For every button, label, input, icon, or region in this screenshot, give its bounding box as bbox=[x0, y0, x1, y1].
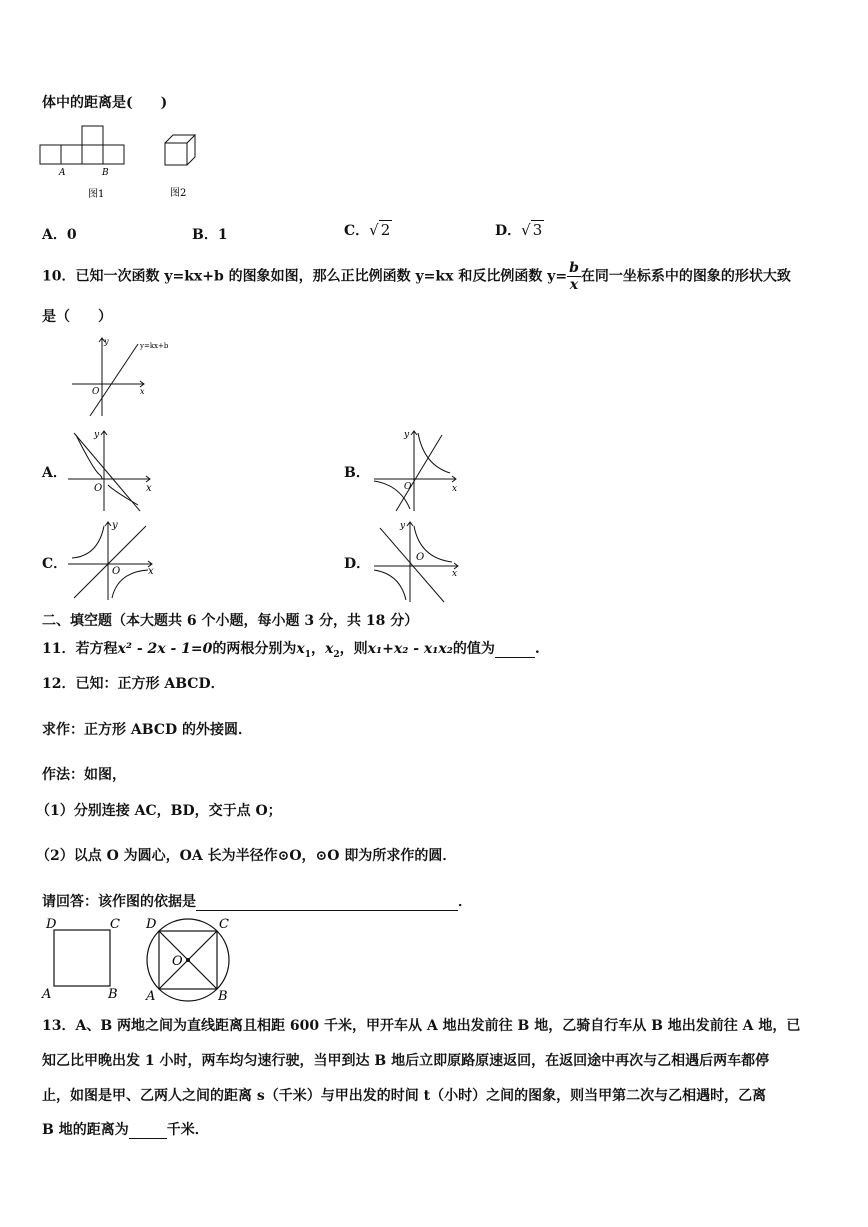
q9-cube-net-figure bbox=[40, 122, 130, 200]
fig2-caption: 图2 bbox=[170, 188, 187, 199]
q11-root1: x bbox=[296, 641, 305, 657]
option-value: 3 bbox=[532, 221, 543, 239]
q10-option-b-graph bbox=[370, 425, 470, 513]
fraction-numerator: b bbox=[569, 260, 579, 276]
q12-method: 作法：如图， bbox=[42, 767, 126, 783]
q10-option-a-letter: A． bbox=[42, 465, 67, 481]
circle-label-a: A bbox=[146, 989, 156, 1004]
q10-fraction bbox=[567, 260, 581, 293]
q10-option-d-graph bbox=[370, 516, 470, 604]
q9-option-b bbox=[192, 224, 228, 244]
q10-text-after: 在同一坐标系中的图象的形状大致 bbox=[580, 268, 791, 285]
q12-step1: （1）分别连接 AC，BD，交于点 O； bbox=[36, 803, 282, 819]
q11-prefix: 11．若方程 bbox=[42, 641, 118, 657]
q9-stem-tail: 体中的距离是( ) bbox=[42, 95, 168, 111]
q12-given: 12．已知：正方形 ABCD． bbox=[42, 676, 225, 692]
q10-option-a-graph bbox=[64, 425, 164, 513]
q9-option-a bbox=[42, 224, 77, 244]
option-c-origin-label: O bbox=[112, 566, 121, 577]
q11-expression: x₁+x₂ - x₁x₂ bbox=[367, 641, 453, 657]
q9-cube-figure bbox=[164, 134, 204, 199]
q10-main-graph bbox=[68, 332, 178, 420]
q11-mid1: 的两根分别为 bbox=[212, 641, 297, 657]
q11-answer-blank[interactable] bbox=[495, 641, 535, 658]
q12-ask-end: ． bbox=[458, 894, 472, 910]
option-value: 0 bbox=[66, 227, 77, 243]
q11-equation: x² - 2x - 1=0 bbox=[117, 641, 213, 657]
option-letter: B． bbox=[192, 227, 218, 243]
q11-mid2: ，则 bbox=[339, 641, 368, 657]
option-a-y-label: y bbox=[94, 430, 100, 440]
option-letter: C． bbox=[344, 223, 370, 239]
circle-label-d: D bbox=[146, 917, 157, 932]
q10-option-c-graph bbox=[64, 516, 164, 604]
q13-line4 bbox=[42, 1119, 209, 1139]
sqrt-two: √ 2 bbox=[369, 221, 391, 239]
q11-suffix: 的值为 bbox=[452, 641, 495, 657]
option-d-x-label: x bbox=[452, 569, 458, 579]
q11-root2-sub: 2 bbox=[333, 649, 340, 660]
option-b-x-label: x bbox=[452, 484, 458, 494]
q12-step2: （2）以点 O 为圆心，OA 长为半径作⊙O，⊙O 即为所求作的圆． bbox=[36, 848, 457, 864]
option-c-x-label: x bbox=[148, 566, 154, 577]
q12-circle-figure bbox=[142, 914, 242, 1006]
option-a-x-label: x bbox=[146, 483, 152, 494]
fraction-denominator: x bbox=[569, 277, 579, 293]
option-d-y-label: y bbox=[400, 521, 406, 531]
option-c-y-label: y bbox=[112, 520, 118, 531]
square-label-a: A bbox=[42, 987, 52, 1002]
square-label-d: D bbox=[46, 917, 57, 932]
option-letter: A． bbox=[42, 227, 67, 243]
square-label-c: C bbox=[110, 917, 120, 932]
q10-option-b-letter: B． bbox=[344, 465, 370, 481]
circle-label-o: O bbox=[172, 954, 183, 969]
fig1-label-b: B bbox=[102, 168, 109, 178]
circle-label-b: B bbox=[218, 989, 228, 1004]
main-graph-line-label: y=kx+b bbox=[140, 342, 169, 350]
option-value: 2 bbox=[380, 221, 391, 239]
option-letter: D． bbox=[495, 223, 522, 239]
q13-line3: 止，如图是甲、乙两人之间的距离 s（千米）与甲出发的时间 t（小时）之间的图象，则当甲第二次与乙相遇时，乙离 bbox=[42, 1088, 767, 1104]
q11-stem: 11．若方程x² - 2x - 1=0的两根分别为$x_1$，$x_2$，则x₁+x₂ - x₁x₂的值为 . bbox=[42, 641, 540, 660]
q13-line2: 知乙比甲晚出发 1 小时，两车均匀速行驶，当甲到达 B 地后立即原路原速返回，在返回途中再次与乙相遇后两车都停 bbox=[42, 1053, 770, 1069]
q10-option-c-letter: C． bbox=[42, 556, 68, 572]
q10-option-d-letter: D． bbox=[344, 556, 371, 572]
q11-root2: x bbox=[325, 641, 334, 657]
q13-answer-blank[interactable] bbox=[129, 1122, 167, 1139]
fig1-caption: 图1 bbox=[88, 189, 105, 200]
option-value: 1 bbox=[217, 227, 228, 243]
q9-option-d bbox=[495, 220, 544, 240]
q10-text-before: 10．已知一次函数 y=kx+b 的图象如图，那么正比例函数 y=kx 和反比例函数 y= bbox=[42, 268, 568, 285]
q11-root1-sub: 1 bbox=[304, 649, 312, 660]
q12-answer-blank[interactable] bbox=[196, 894, 458, 911]
q12-ask-text: 请回答：该作图的依据是 bbox=[42, 894, 196, 910]
section-two-heading: 二、填空题（本大题共 6 个小题，每小题 3 分，共 18 分） bbox=[42, 613, 419, 629]
q13-line4-prefix: B 地的距离为 bbox=[42, 1122, 129, 1138]
square-label-b: B bbox=[108, 987, 118, 1002]
main-graph-y-label: y bbox=[104, 337, 109, 346]
q13-line1: 13．A、B 两地之间为直线距离且相距 600 千米，甲开车从 A 地出发前往 B 地，乙骑自行车从 B 地出发前往 A 地，已 bbox=[42, 1018, 801, 1034]
option-a-origin-label: O bbox=[94, 483, 103, 494]
main-graph-x-label: x bbox=[140, 387, 145, 396]
q11-sep: ， bbox=[311, 641, 326, 657]
fig1-label-a: A bbox=[59, 168, 66, 178]
q9-option-c bbox=[344, 220, 392, 240]
q12-find: 求作：正方形 ABCD 的外接圆． bbox=[42, 722, 252, 738]
q12-ask bbox=[42, 891, 472, 911]
q10-stem-line2: 是（ ） bbox=[42, 309, 112, 325]
q13-line4-suffix: 千米． bbox=[166, 1122, 209, 1138]
q10-stem-line1 bbox=[42, 260, 791, 293]
option-d-origin-label: O bbox=[416, 552, 425, 563]
option-b-y-label: y bbox=[404, 430, 410, 440]
circle-label-c: C bbox=[219, 917, 229, 932]
sqrt-three: √ 3 bbox=[521, 221, 543, 239]
option-b-origin-label: O bbox=[404, 482, 412, 492]
q12-square-figure bbox=[44, 914, 124, 1004]
main-graph-origin-label: O bbox=[92, 387, 100, 397]
